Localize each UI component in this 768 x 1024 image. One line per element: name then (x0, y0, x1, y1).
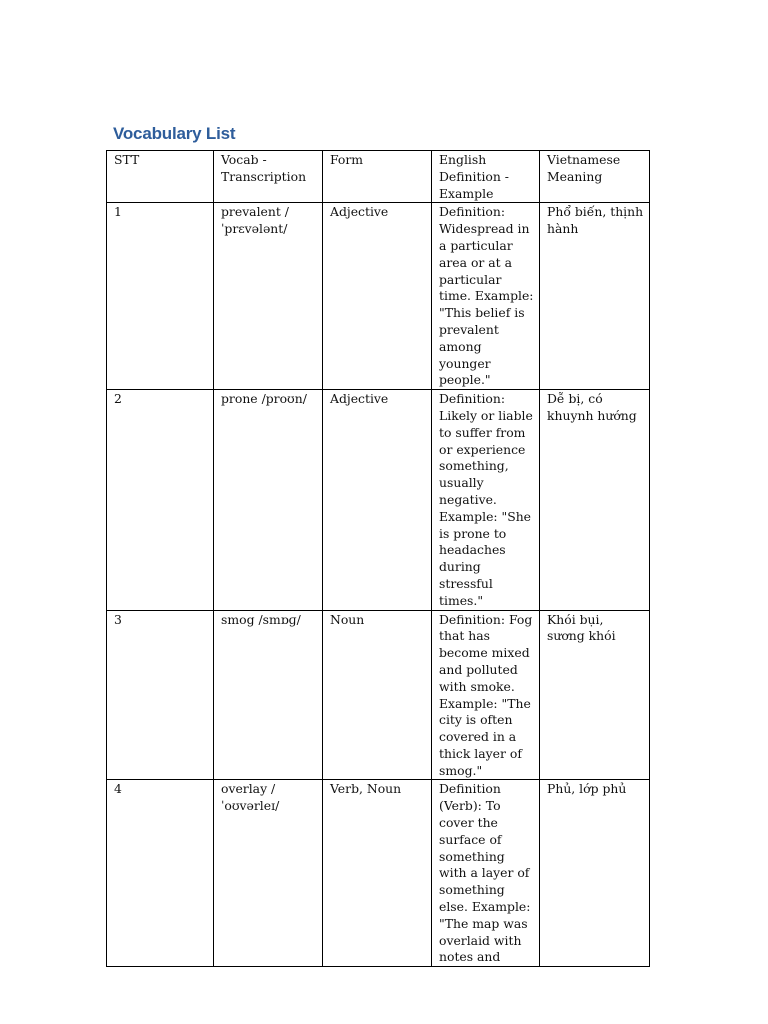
cell-definition: Definition (Verb): To cover the surface of something with a layer of something else. Example: "The map was overlaid with notes and (432, 780, 540, 967)
header-definition: English Definition - Example (432, 151, 540, 203)
vocabulary-table (106, 150, 650, 967)
cell-vocab: overlay /ˈoʊvərleɪ/ (214, 780, 323, 967)
cell-vocab: smog /smɒɡ/ (214, 610, 323, 780)
page-title: Vocabulary List (113, 124, 236, 143)
cell-stt: 3 (107, 610, 214, 780)
cell-stt: 2 (107, 390, 214, 610)
cell-definition: Definition: Fog that has become mixed and polluted with smoke. Example: "The city is often covered in a thick layer of smog." (432, 610, 540, 780)
cell-meaning: Phủ, lớp phủ (540, 780, 650, 967)
cell-form: Noun (323, 610, 432, 780)
header-meaning: Vietnamese Meaning (540, 151, 650, 203)
table-row (107, 610, 650, 780)
header-vocab: Vocab - Transcription (214, 151, 323, 203)
cell-vocab: prevalent /ˈprɛvələnt/ (214, 203, 323, 390)
table-row (107, 780, 650, 967)
table-row (107, 390, 650, 610)
cell-meaning: Phổ biến, thịnh hành (540, 203, 650, 390)
cell-form: Adjective (323, 203, 432, 390)
cell-meaning: Khói bụi, sương khói (540, 610, 650, 780)
cell-meaning: Dễ bị, có khuynh hướng (540, 390, 650, 610)
table-header-row (107, 151, 650, 203)
table-row (107, 203, 650, 390)
header-form: Form (323, 151, 432, 203)
cell-stt: 4 (107, 780, 214, 967)
cell-definition: Definition: Likely or liable to suffer from or experience something, usually negative. Example: "She is prone to headaches during stressful times." (432, 390, 540, 610)
cell-vocab: prone /proʊn/ (214, 390, 323, 610)
cell-stt: 1 (107, 203, 214, 390)
cell-form: Adjective (323, 390, 432, 610)
cell-form: Verb, Noun (323, 780, 432, 967)
header-stt: STT (107, 151, 214, 203)
cell-definition: Definition: Widespread in a particular area or at a particular time. Example: "This belief is prevalent among younger people." (432, 203, 540, 390)
